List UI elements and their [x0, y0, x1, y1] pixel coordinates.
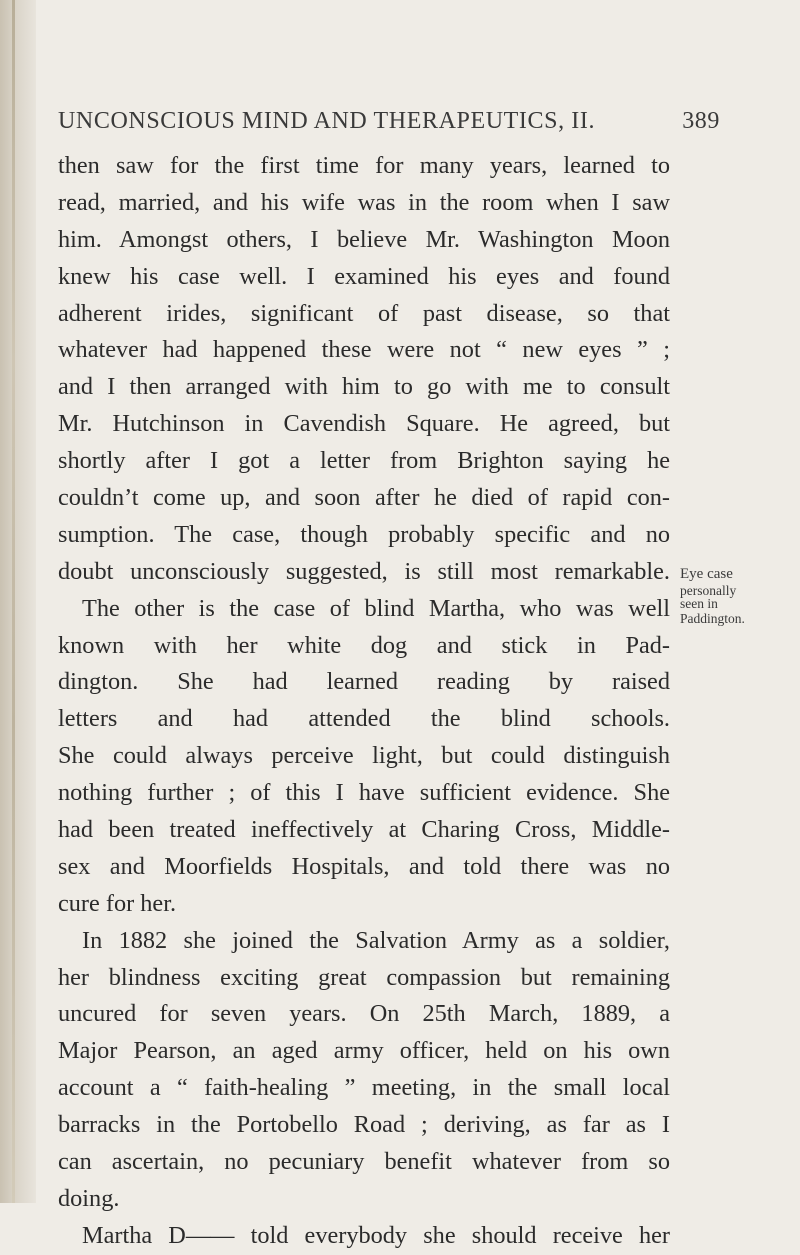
text-line: and I then arranged with him to go with me to consult	[58, 373, 670, 401]
text-line: can ascertain, no pecuniary benefit whatever from so	[58, 1148, 670, 1176]
page-number: 389	[682, 108, 720, 134]
margin-note-line: Eye case	[680, 566, 733, 582]
running-head	[58, 108, 720, 138]
text-line: Major Pearson, an aged army officer, held on his own	[58, 1037, 670, 1065]
binding-edge	[12, 0, 15, 1203]
text-line: adherent irides, significant of past disease, so that	[58, 299, 670, 327]
text-line: She could always perceive light, but could distinguish	[58, 742, 670, 770]
margin-note	[680, 566, 790, 628]
body-text	[58, 148, 670, 1255]
text-line: dington. She had learned reading by raised	[58, 668, 670, 696]
text-line: couldn’t come up, and soon after he died of rapid con-	[58, 484, 670, 512]
text-line: cure for her.	[58, 889, 177, 917]
text-line: doubt unconsciously suggested, is still most remarkable.	[58, 557, 670, 585]
text-line: read, married, and his wife was in the room when I saw	[58, 188, 670, 216]
text-line: shortly after I got a letter from Brighton saying he	[58, 447, 670, 475]
binding-gutter	[0, 0, 36, 1203]
text-line: him. Amongst others, I believe Mr. Washington Moon	[58, 225, 670, 253]
text-line: uncured for seven years. On 25th March, 1889, a	[58, 1000, 670, 1028]
margin-note-line: personally	[680, 583, 737, 598]
text-line: whatever had happened these were not “ new eyes ” ;	[58, 336, 670, 364]
margin-note-line: Paddington.	[680, 611, 745, 626]
text-line: Mr. Hutchinson in Cavendish Square. He agreed, but	[58, 410, 670, 438]
margin-note-line: seen in	[680, 596, 718, 611]
text-line: known with her white dog and stick in Pad-	[58, 631, 670, 659]
text-line: barracks in the Portobello Road ; deriving, as far as I	[58, 1111, 670, 1139]
text-line: then saw for the first time for many years, learned to	[58, 152, 670, 179]
text-line: letters and had attended the blind schools.	[58, 705, 670, 733]
text-line: account a “ faith-healing ” meeting, in the small local	[58, 1074, 670, 1102]
paragraph-start-line: In 1882 she joined the Salvation Army as a soldier,	[82, 926, 670, 954]
paragraph-start-line: Martha D—— told everybody she should receive her	[82, 1221, 670, 1249]
running-head-title: UNCONSCIOUS MIND AND THERAPEUTICS, II.	[58, 108, 596, 134]
text-line: her blindness exciting great compassion but remaining	[58, 963, 670, 991]
text-line: had been treated ineffectively at Charing Cross, Middle-	[58, 816, 670, 844]
text-line: doing.	[58, 1184, 120, 1212]
text-line: nothing further ; of this I have sufficient evidence. She	[58, 779, 670, 807]
paragraph-start-line: The other is the case of blind Martha, who was well	[82, 594, 670, 622]
text-line: sumption. The case, though probably specific and no	[58, 520, 670, 548]
text-line: knew his case well. I examined his eyes and found	[58, 262, 670, 290]
text-line: sex and Moorfields Hospitals, and told there was no	[58, 852, 670, 880]
